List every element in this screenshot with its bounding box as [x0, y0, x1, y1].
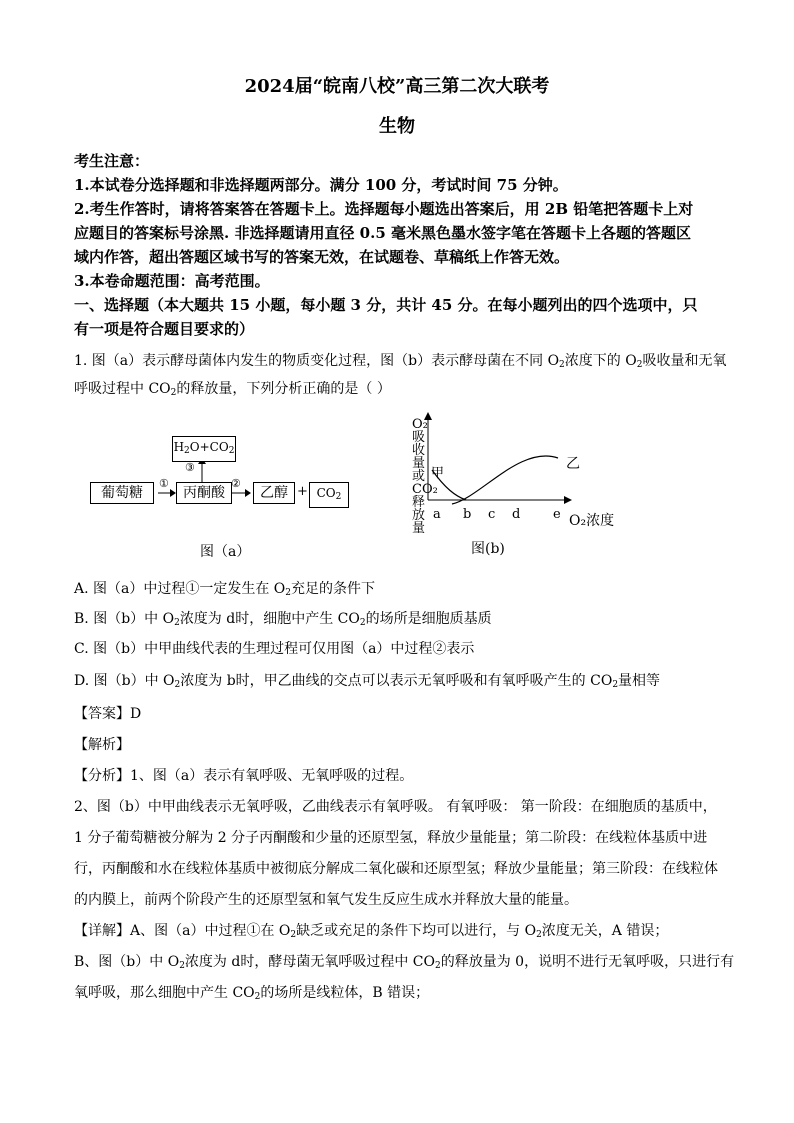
x-tick-c: c: [488, 507, 496, 522]
analysis-line: 2、图（b）中甲曲线表示无氧呼吸，乙曲线表示有氧呼吸。 有氧呼吸： 第一阶段：在细胞质的基质中，: [74, 799, 717, 815]
detail-line: 【详解】A、图（a）中过程①在 $O_2$缺乏或充足的条件下均可以进行，与 $O_2$浓度无关，A 错误；: [74, 923, 669, 940]
x-tick-b: b: [463, 507, 472, 522]
notice-item: 2.考生作答时，请将答案答在答题卡上。选择题每小题选出答案后，用 2B 铅笔把答题卡上对: [74, 200, 694, 218]
answer-label: 【答案】D: [74, 706, 142, 722]
x-tick-d: d: [512, 507, 521, 522]
option-b: B. 图（b）中 $O_2$浓度为 d时，细胞中产生 $CO_2$的场所是细胞质基质: [74, 611, 492, 628]
notice-item: 应题目的答案标号涂黑. 非选择题请用直径 0.5 毫米黑色墨水签字笔在答题卡上各题的答题区: [74, 224, 691, 242]
x-tick-e: e: [553, 507, 561, 522]
step3-label: ③: [185, 461, 195, 474]
analysis-line: 的内膜上，前两个阶段产生的还原型氢和氧气发生反应生成水并释放大量的能量。: [74, 892, 578, 908]
notice-item: 3.本卷命题范围：高考范围。: [74, 272, 270, 290]
detail-line: B、图（b）中 $O_2$浓度为 d时，酵母菌无氧呼吸过程中 $CO_2$的释放量为 0，说明不进行无氧呼吸，只进行有: [74, 954, 735, 971]
analysis-line: 【分析】1、图（a）表示有氧呼吸、无氧呼吸的过程。: [74, 768, 414, 784]
figure-b-ylabel: O₂吸收量或CO₂释放量: [412, 417, 438, 536]
option-d: D. 图（b）中 $O_2$浓度为 b时，甲乙曲线的交点可以表示无氧呼吸和有氧呼吸产生的 $CO_2$量相等: [74, 673, 661, 690]
curve-yi-label: 乙: [566, 456, 580, 472]
question-stem: 1. 图（a）表示酵母菌体内发生的物质变化过程，图（b）表示酵母菌在不同 $O_2$浓度下的 $O_2$吸收量和无氧: [74, 353, 727, 370]
subject-title: 生物: [379, 116, 415, 137]
h2o-co2-box: $H_2O+CO_2$: [172, 436, 236, 462]
analysis-line: 行，丙酮酸和水在线粒体基质中被彻底分解成二氧化碳和还原型氢；释放少量能量；第三阶段：在线粒体: [74, 861, 718, 877]
section-heading: 一、选择题（本大题共 15 小题，每小题 3 分，共计 45 分。在每小题列出的四个选项中，只: [74, 296, 698, 314]
ethanol-box: 乙醇: [253, 482, 295, 504]
figure-b-caption: 图(b): [471, 541, 505, 557]
option-c: C. 图（b）中甲曲线代表的生理过程可仅用图（a）中过程②表示: [74, 641, 475, 657]
page-title: 2024届“皖南八校”高三第二次大联考: [244, 76, 550, 97]
detail-line: 氧呼吸，那么细胞中产生 $CO_2$的场所是线粒体，B 错误；: [74, 985, 430, 1002]
curve-jia-label: 甲: [431, 466, 445, 481]
glucose-box: 葡萄糖: [90, 482, 154, 504]
analysis-line: 1 分子葡萄糖被分解为 2 分子丙酮酸和少量的还原型氢，释放少量能量；第二阶段：在线粒体基质中进: [74, 830, 708, 846]
step2-label: ②: [231, 477, 241, 490]
analysis-heading: 【解析】: [74, 737, 130, 753]
figure-a-caption: 图（a）: [200, 544, 251, 560]
notice-item: 域内作答，超出答题区域书写的答案无效，在试题卷、草稿纸上作答无效。: [74, 248, 570, 266]
pyruvate-box: 丙酮酸: [176, 482, 232, 504]
notice-item: 1.本试卷分选择题和非选择题两部分。满分 100 分，考试时间 75 分钟。: [74, 176, 568, 194]
step1-label: ①: [159, 477, 169, 490]
x-tick-a: a: [433, 507, 441, 522]
question-stem-cont: 呼吸过程中 $CO_2$的释放量，下列分析正确的是（ ）: [74, 381, 391, 398]
figure-b-xlabel: O₂浓度: [569, 513, 615, 529]
notice-heading: 考生注意：: [74, 152, 150, 170]
option-a: A. 图（a）中过程①一定发生在 $O_2$充足的条件下: [74, 581, 376, 598]
section-heading-cont: 有一项是符合题目要求的）: [74, 320, 255, 338]
plus-sign: +: [297, 484, 308, 499]
co2-box: $CO_2$: [309, 482, 349, 508]
